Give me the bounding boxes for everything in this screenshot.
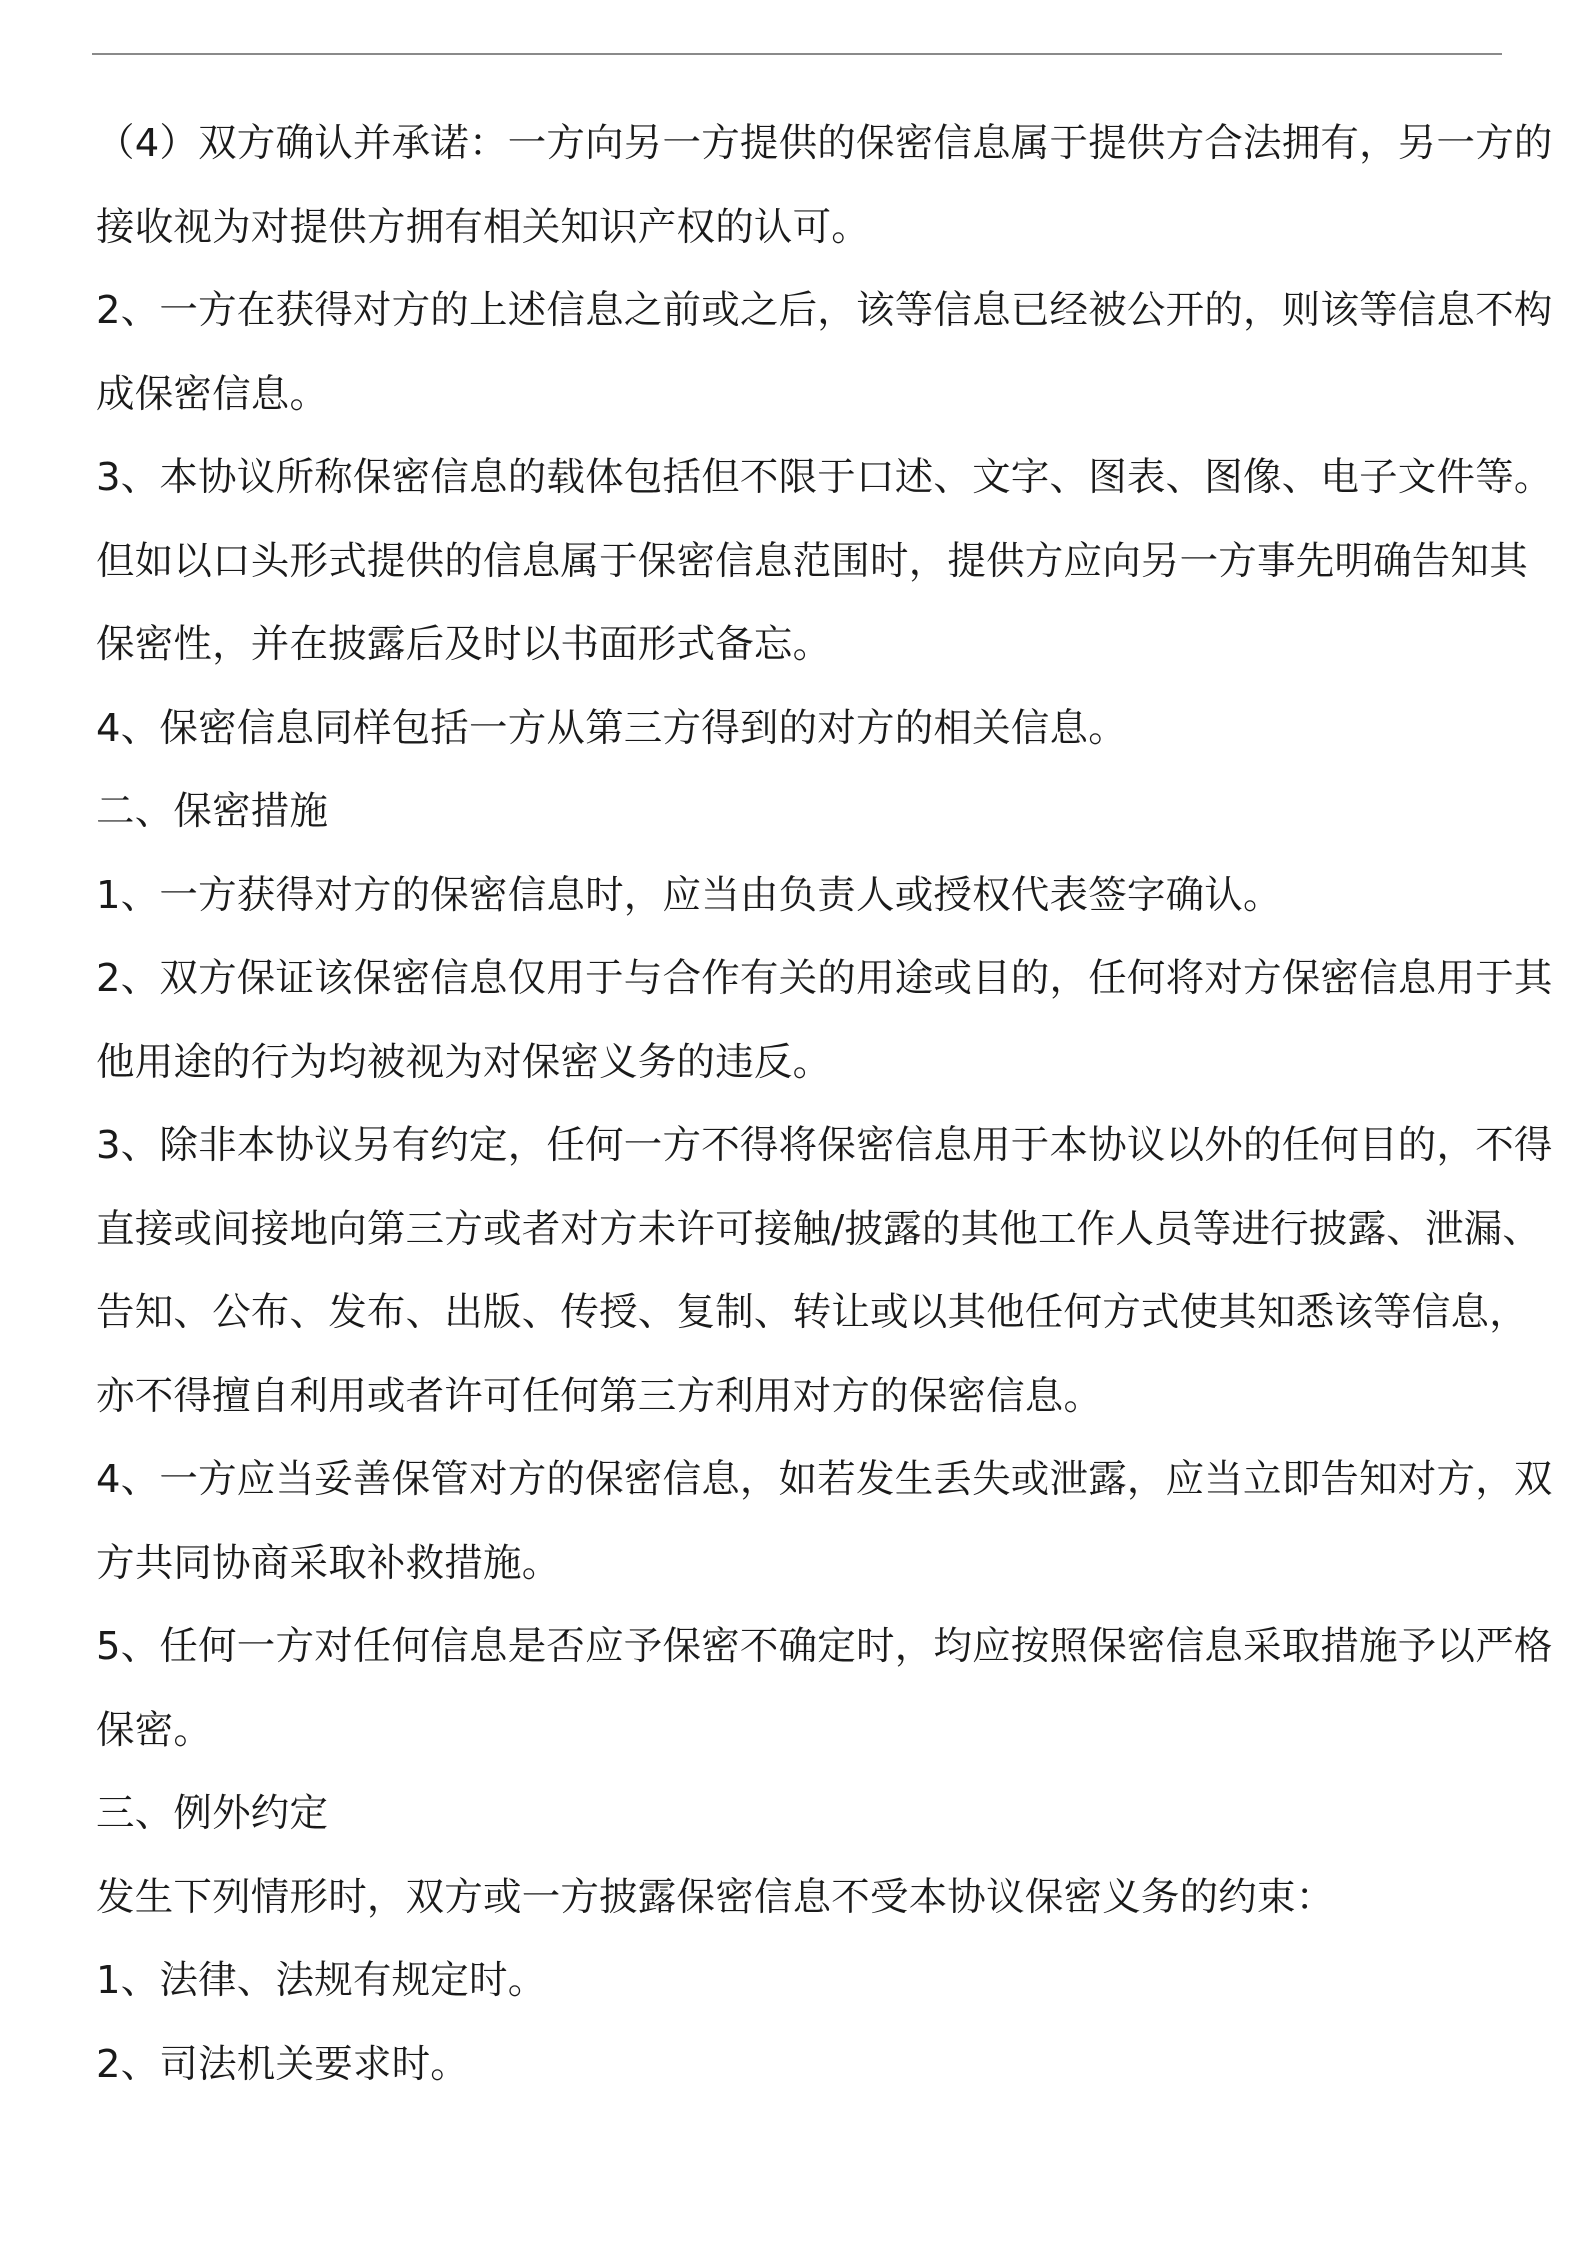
- section-heading: 二、保密措施: [96, 789, 329, 834]
- clause-line: 保密。: [96, 1707, 213, 1753]
- clause-line: 2、司法机关要求时。: [96, 2041, 469, 2087]
- clause-line: 亦不得擅自利用或者许可任何第三方利用对方的保密信息。: [96, 1373, 1103, 1419]
- clause-line: 3、本协议所称保密信息的载体包括但不限于口述、文字、图表、图像、电子文件等。: [96, 455, 1553, 500]
- clause-line: 方共同协商采取补救措施。: [96, 1540, 561, 1586]
- clause-line: 2、一方在获得对方的上述信息之前或之后，该等信息已经被公开的，则该等信息不构: [96, 288, 1553, 333]
- clause-line: 他用途的行为均被视为对保密义务的违反。: [96, 1039, 832, 1085]
- clause-line: 3、除非本协议另有约定，任何一方不得将保密信息用于本协议以外的任何目的，不得: [96, 1123, 1553, 1168]
- section-heading: 三、例外约定: [96, 1791, 329, 1836]
- clause-line: 告知、公布、发布、出版、传授、复制、转让或以其他任何方式使其知悉该等信息，: [96, 1290, 1528, 1335]
- clause-line: 4、保密信息同样包括一方从第三方得到的对方的相关信息。: [96, 705, 1127, 751]
- clause-line: 发生下列情形时，双方或一方披露保密信息不受本协议保密义务的约束：: [96, 1874, 1335, 1920]
- clause-line: 接收视为对提供方拥有相关知识产权的认可。: [96, 204, 871, 250]
- clause-line: 1、法律、法规有规定时。: [96, 1958, 547, 2003]
- clause-line: 保密性，并在披露后及时以书面形式备忘。: [96, 622, 832, 667]
- clause-line: 2、双方保证该保密信息仅用于与合作有关的用途或目的，任何将对方保密信息用于其: [96, 956, 1553, 1001]
- clause-line: 5、任何一方对任何信息是否应予保密不确定时，均应按照保密信息采取措施予以严格: [96, 1624, 1553, 1669]
- clause-line: 直接或间接地向第三方或者对方未许可接触/披露的其他工作人员等进行披露、泄漏、: [96, 1206, 1542, 1252]
- document-body: [96, 102, 1553, 2106]
- clause-line: 成保密信息。: [96, 371, 329, 417]
- clause-line: 4、一方应当妥善保管对方的保密信息，如若发生丢失或泄露，应当立即告知对方，双: [96, 1457, 1553, 1502]
- header-rule: [92, 53, 1502, 55]
- clause-line: 1、一方获得对方的保密信息时，应当由负责人或授权代表签字确认。: [96, 872, 1282, 918]
- clause-line: （4）双方确认并承诺：一方向另一方提供的保密信息属于提供方合法拥有，另一方的: [96, 121, 1553, 166]
- clause-line: 但如以口头形式提供的信息属于保密信息范围时，提供方应向另一方事先明确告知其: [96, 538, 1528, 584]
